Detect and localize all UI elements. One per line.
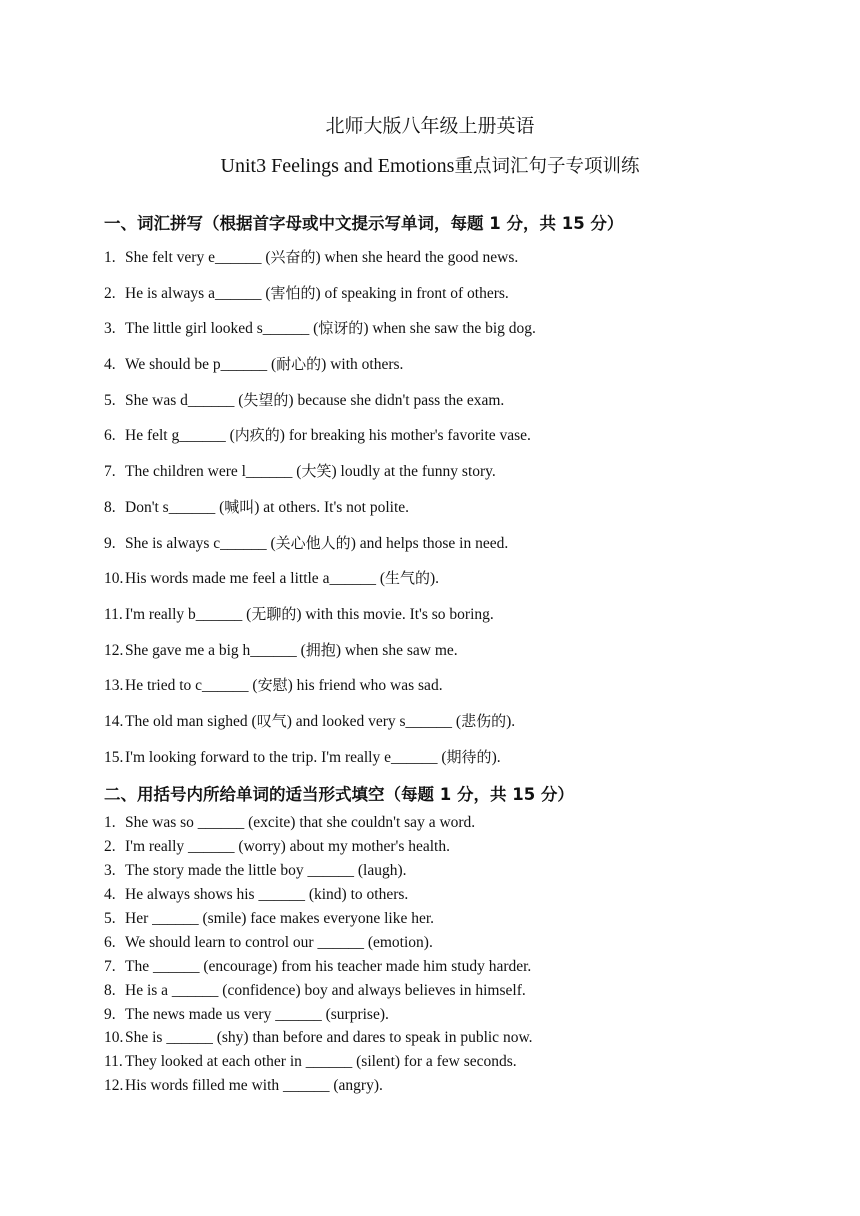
item-number: 3. bbox=[104, 861, 116, 879]
item-text: She was so ______ (excite) that she couldn't say a word. bbox=[125, 814, 476, 831]
form-item-3 bbox=[104, 861, 533, 885]
item-text-pre: We should be p______ ( bbox=[125, 356, 277, 374]
item-text-post: ) and helps those in need. bbox=[350, 534, 509, 552]
vocab-item-4 bbox=[104, 354, 536, 390]
vocab-item-14 bbox=[104, 711, 536, 747]
vocab-item-9 bbox=[104, 533, 536, 569]
item-text-pre: His words made me feel a little a______ ( bbox=[125, 570, 385, 588]
form-item-11 bbox=[104, 1052, 533, 1076]
item-number: 9. bbox=[104, 1005, 116, 1023]
item-number: 4. bbox=[104, 885, 116, 903]
item-number: 1. bbox=[104, 249, 116, 266]
vocab-item-7 bbox=[104, 461, 536, 497]
item-number: 2. bbox=[104, 284, 116, 302]
chinese-hint-2: 悲伤的 bbox=[461, 711, 507, 730]
item-text: I'm really ______ (worry) about my mother's health. bbox=[125, 837, 450, 855]
item-number: 5. bbox=[104, 391, 116, 409]
item-text-post: ). bbox=[430, 570, 440, 588]
item-number: 12. bbox=[104, 1077, 124, 1095]
item-text: His words filled me with ______ (angry). bbox=[125, 1077, 383, 1095]
chinese-hint: 兴奋的 bbox=[270, 248, 316, 266]
section1-list bbox=[104, 247, 536, 782]
item-number: 5. bbox=[104, 909, 116, 927]
vocab-item-10 bbox=[104, 568, 536, 604]
vocab-item-3 bbox=[104, 318, 536, 354]
item-number: 9. bbox=[104, 534, 116, 552]
chinese-hint: 失望的 bbox=[243, 390, 289, 409]
item-number: 1. bbox=[104, 814, 116, 831]
item-text-pre: She felt very e______ ( bbox=[125, 249, 271, 266]
vocab-item-13 bbox=[104, 675, 536, 711]
chinese-hint: 叹气 bbox=[256, 711, 287, 730]
section2-heading: 二、用括号内所给单词的适当形式填空（每题 1 分，共 15 分） bbox=[104, 785, 574, 804]
item-text-post: ) when she saw the big dog. bbox=[363, 320, 536, 338]
item-text-pre: He tried to c______ ( bbox=[125, 677, 258, 695]
item-text-post: ) when she heard the good news. bbox=[315, 249, 519, 266]
section1-heading: 一、词汇拼写（根据首字母或中文提示写单词，每题 1 分，共 15 分） bbox=[104, 214, 624, 233]
item-text-post: ) of speaking in front of others. bbox=[315, 284, 509, 302]
item-number: 12. bbox=[104, 641, 124, 659]
item-number: 13. bbox=[104, 677, 124, 695]
item-text: The ______ (encourage) from his teacher made him study harder. bbox=[125, 957, 532, 975]
item-text-post: ) for breaking his mother's favorite vase. bbox=[279, 427, 531, 445]
item-number: 2. bbox=[104, 837, 116, 855]
vocab-item-8 bbox=[104, 497, 536, 533]
form-item-1 bbox=[104, 813, 533, 837]
form-item-8 bbox=[104, 981, 533, 1005]
chinese-hint: 生气的 bbox=[384, 569, 430, 588]
item-text-post: ). bbox=[506, 712, 516, 730]
item-text-pre: He is always a______ ( bbox=[125, 284, 271, 302]
subtitle-topic: 重点词汇句子专项训练 bbox=[454, 156, 640, 177]
item-text-pre: He felt g______ ( bbox=[125, 427, 235, 445]
item-text: We should learn to control our ______ (emotion). bbox=[125, 933, 433, 951]
item-text-post: ) at others. It's not polite. bbox=[254, 498, 410, 516]
form-item-2 bbox=[104, 837, 533, 861]
form-item-6 bbox=[104, 933, 533, 957]
item-text-pre: She gave me a big h______ ( bbox=[125, 641, 306, 659]
item-text: He always shows his ______ (kind) to others. bbox=[125, 885, 409, 903]
item-text-pre: The little girl looked s______ ( bbox=[125, 320, 319, 338]
vocab-item-12 bbox=[104, 640, 536, 676]
vocab-item-1 bbox=[104, 247, 536, 283]
item-number: 14. bbox=[104, 712, 124, 730]
chinese-hint: 期待的 bbox=[446, 747, 492, 766]
chinese-hint: 关心他人的 bbox=[275, 533, 351, 552]
chinese-hint: 大笑 bbox=[301, 462, 332, 481]
item-number: 10. bbox=[104, 570, 124, 588]
vocab-item-6 bbox=[104, 425, 536, 461]
section2-list bbox=[104, 813, 533, 1100]
item-text-pre: She is always c______ ( bbox=[125, 534, 276, 552]
document-title: 北师大版八年级上册英语 bbox=[325, 115, 535, 137]
form-item-9 bbox=[104, 1005, 533, 1029]
item-text-mid: ) and looked very s______ ( bbox=[286, 712, 462, 730]
subtitle-unit: Unit3 Feelings and Emotions bbox=[220, 155, 455, 177]
vocab-item-5 bbox=[104, 390, 536, 426]
item-number: 10. bbox=[104, 1029, 124, 1047]
item-text: They looked at each other in ______ (silent) for a few seconds. bbox=[125, 1053, 517, 1071]
item-text-post: ) his friend who was sad. bbox=[287, 677, 443, 695]
item-text-pre: She was d______ ( bbox=[125, 391, 244, 409]
vocab-item-11 bbox=[104, 604, 536, 640]
item-number: 8. bbox=[104, 981, 116, 999]
chinese-hint: 拥抱 bbox=[305, 640, 336, 659]
item-number: 7. bbox=[104, 957, 116, 975]
form-item-12 bbox=[104, 1076, 533, 1100]
chinese-hint: 喊叫 bbox=[224, 497, 255, 516]
item-number: 3. bbox=[104, 320, 116, 338]
item-text: Her ______ (smile) face makes everyone like her. bbox=[125, 909, 435, 927]
item-text: He is a ______ (confidence) boy and always believes in himself. bbox=[125, 981, 526, 999]
item-text: She is ______ (shy) than before and dares to speak in public now. bbox=[125, 1029, 533, 1047]
form-item-10 bbox=[104, 1028, 533, 1052]
item-text-post: ) with this movie. It's so boring. bbox=[296, 605, 494, 623]
vocab-item-15 bbox=[104, 747, 536, 783]
item-number: 6. bbox=[104, 427, 116, 445]
chinese-hint: 无聊的 bbox=[251, 604, 297, 623]
form-item-5 bbox=[104, 909, 533, 933]
item-number: 6. bbox=[104, 933, 116, 951]
item-text-post: ). bbox=[491, 748, 501, 766]
form-item-4 bbox=[104, 885, 533, 909]
item-number: 11. bbox=[104, 1053, 123, 1071]
item-text-post: ) because she didn't pass the exam. bbox=[288, 391, 505, 409]
vocab-item-2 bbox=[104, 283, 536, 319]
item-number: 15. bbox=[104, 748, 124, 766]
item-text-pre: I'm really b______ ( bbox=[125, 605, 252, 623]
item-number: 7. bbox=[104, 463, 116, 481]
item-text-pre: The children were l______ ( bbox=[125, 463, 302, 481]
item-text-pre: I'm looking forward to the trip. I'm really e______ ( bbox=[125, 748, 447, 766]
document-subtitle bbox=[0, 152, 860, 178]
chinese-hint: 内疚的 bbox=[234, 426, 280, 445]
chinese-hint: 惊讶的 bbox=[318, 319, 364, 338]
item-text-pre: The old man sighed ( bbox=[125, 712, 257, 730]
item-text-post: ) when she saw me. bbox=[335, 641, 458, 659]
item-text-pre: Don't s______ ( bbox=[125, 498, 225, 516]
chinese-hint: 安慰 bbox=[257, 676, 288, 695]
item-text: The story made the little boy ______ (laugh). bbox=[125, 861, 407, 879]
item-number: 11. bbox=[104, 605, 123, 623]
form-item-7 bbox=[104, 957, 533, 981]
item-text-post: ) loudly at the funny story. bbox=[331, 463, 496, 481]
item-number: 4. bbox=[104, 356, 116, 374]
item-text-post: ) with others. bbox=[321, 356, 404, 374]
item-number: 8. bbox=[104, 498, 116, 516]
item-text: The news made us very ______ (surprise). bbox=[125, 1005, 389, 1023]
chinese-hint: 耐心的 bbox=[276, 355, 322, 374]
chinese-hint: 害怕的 bbox=[270, 283, 316, 302]
